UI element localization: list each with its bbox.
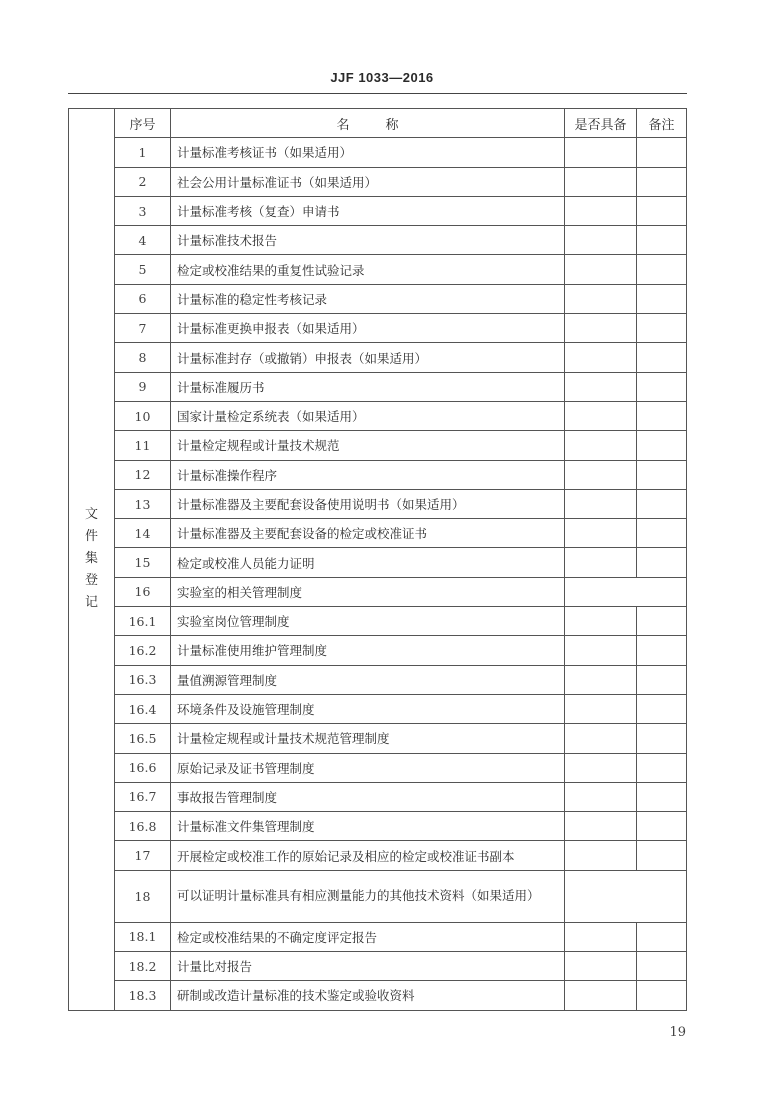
column-header-name-part2: 称 [385, 117, 399, 133]
row-remark-cell[interactable] [637, 636, 687, 665]
row-name: 计量标准技术报告 [171, 226, 565, 255]
row-remark-cell[interactable] [637, 138, 687, 167]
table-row [69, 138, 687, 167]
row-seq: 1 [115, 138, 171, 167]
row-available-cell[interactable] [565, 665, 637, 694]
row-seq: 18.3 [115, 981, 171, 1010]
header-divider [68, 93, 687, 94]
section-label-cell [69, 109, 115, 1011]
row-remark-cell[interactable] [637, 694, 687, 723]
table-row [69, 372, 687, 401]
row-available-cell[interactable] [565, 167, 637, 196]
column-header-remark: 备注 [637, 109, 687, 138]
row-remark-cell[interactable] [637, 952, 687, 981]
row-remark-cell[interactable] [637, 401, 687, 430]
table-row [69, 636, 687, 665]
row-available-cell[interactable] [565, 841, 637, 870]
page-header: JJF 1033—2016 [330, 70, 434, 85]
row-remark-cell[interactable] [637, 372, 687, 401]
row-seq: 4 [115, 226, 171, 255]
row-seq: 15 [115, 548, 171, 577]
row-name: 计量标准的稳定性考核记录 [171, 284, 565, 313]
row-name: 实验室岗位管理制度 [171, 607, 565, 636]
row-remark-cell[interactable] [637, 665, 687, 694]
row-seq: 16.7 [115, 782, 171, 811]
row-available-cell[interactable] [565, 226, 637, 255]
row-available-cell[interactable] [565, 489, 637, 518]
row-name: 原始记录及证书管理制度 [171, 753, 565, 782]
table-row [69, 548, 687, 577]
row-seq: 16.2 [115, 636, 171, 665]
row-available-cell[interactable] [565, 753, 637, 782]
table-row [69, 196, 687, 225]
row-available-cell[interactable] [565, 284, 637, 313]
row-available-cell[interactable] [565, 981, 637, 1010]
row-seq: 8 [115, 343, 171, 372]
row-remark-cell[interactable] [637, 753, 687, 782]
row-remark-cell[interactable] [637, 284, 687, 313]
row-seq: 6 [115, 284, 171, 313]
row-seq: 3 [115, 196, 171, 225]
row-available-cell[interactable] [565, 812, 637, 841]
row-name: 量值溯源管理制度 [171, 665, 565, 694]
column-header-available: 是否具备 [565, 109, 637, 138]
row-seq: 2 [115, 167, 171, 196]
row-remark-cell[interactable] [637, 489, 687, 518]
row-name: 计量标准考核（复查）申请书 [171, 196, 565, 225]
row-available-cell[interactable] [565, 255, 637, 284]
row-remark-cell[interactable] [637, 255, 687, 284]
row-seq: 16.6 [115, 753, 171, 782]
row-name: 事故报告管理制度 [171, 782, 565, 811]
table-row [69, 694, 687, 723]
row-remark-cell[interactable] [637, 196, 687, 225]
row-merged-blank-cell [565, 577, 687, 606]
table-row [69, 922, 687, 951]
table-row [69, 724, 687, 753]
table-row [69, 812, 687, 841]
table-row [69, 255, 687, 284]
table-row [69, 841, 687, 870]
row-name: 计量标准更换申报表（如果适用） [171, 314, 565, 343]
row-seq: 11 [115, 431, 171, 460]
row-seq: 16.8 [115, 812, 171, 841]
row-name: 计量标准履历书 [171, 372, 565, 401]
row-available-cell[interactable] [565, 952, 637, 981]
row-remark-cell[interactable] [637, 782, 687, 811]
row-name: 开展检定或校准工作的原始记录及相应的检定或校准证书副本 [171, 841, 565, 870]
row-name: 检定或校准结果的重复性试验记录 [171, 255, 565, 284]
row-remark-cell[interactable] [637, 812, 687, 841]
row-remark-cell[interactable] [637, 167, 687, 196]
row-remark-cell[interactable] [637, 226, 687, 255]
row-remark-cell[interactable] [637, 922, 687, 951]
row-name: 研制或改造计量标准的技术鉴定或验收资料 [171, 981, 565, 1010]
row-available-cell[interactable] [565, 607, 637, 636]
row-seq: 12 [115, 460, 171, 489]
row-name: 社会公用计量标准证书（如果适用） [171, 167, 565, 196]
row-name: 计量比对报告 [171, 952, 565, 981]
row-name: 计量标准封存（或撤销）申报表（如果适用） [171, 343, 565, 372]
table-row [69, 226, 687, 255]
row-available-cell[interactable] [565, 138, 637, 167]
row-seq: 16.4 [115, 694, 171, 723]
row-remark-cell[interactable] [637, 841, 687, 870]
row-available-cell[interactable] [565, 694, 637, 723]
row-seq: 9 [115, 372, 171, 401]
row-name: 环境条件及设施管理制度 [171, 694, 565, 723]
row-available-cell[interactable] [565, 431, 637, 460]
table-row [69, 431, 687, 460]
section-label: 文件集登记 [84, 507, 98, 611]
table-row [69, 577, 687, 606]
row-seq: 7 [115, 314, 171, 343]
row-remark-cell[interactable] [637, 431, 687, 460]
row-remark-cell[interactable] [637, 519, 687, 548]
row-seq: 16 [115, 577, 171, 606]
row-seq: 16.5 [115, 724, 171, 753]
row-name: 计量标准考核证书（如果适用） [171, 138, 565, 167]
row-available-cell[interactable] [565, 401, 637, 430]
table-row [69, 343, 687, 372]
row-available-cell[interactable] [565, 196, 637, 225]
table-row [69, 489, 687, 518]
row-seq: 13 [115, 489, 171, 518]
row-seq: 16.3 [115, 665, 171, 694]
row-seq: 5 [115, 255, 171, 284]
row-remark-cell[interactable] [637, 314, 687, 343]
row-available-cell[interactable] [565, 372, 637, 401]
row-seq: 18.1 [115, 922, 171, 951]
table-header-row [69, 109, 687, 138]
row-name: 检定或校准人员能力证明 [171, 548, 565, 577]
row-name: 计量标准使用维护管理制度 [171, 636, 565, 665]
row-available-cell[interactable] [565, 314, 637, 343]
row-name: 计量检定规程或计量技术规范 [171, 431, 565, 460]
table-row [69, 782, 687, 811]
table-row [69, 401, 687, 430]
row-seq: 18 [115, 870, 171, 922]
column-header-seq: 序号 [115, 109, 171, 138]
row-name: 可以证明计量标准具有相应测量能力的其他技术资料（如果适用） [171, 870, 565, 922]
row-available-cell[interactable] [565, 782, 637, 811]
table-row [69, 753, 687, 782]
table-row [69, 284, 687, 313]
row-seq: 18.2 [115, 952, 171, 981]
table-row [69, 607, 687, 636]
table-row [69, 665, 687, 694]
row-remark-cell[interactable] [637, 724, 687, 753]
row-seq: 16.1 [115, 607, 171, 636]
column-header-name [171, 109, 565, 138]
row-name: 计量检定规程或计量技术规范管理制度 [171, 724, 565, 753]
row-seq: 17 [115, 841, 171, 870]
table-row [69, 981, 687, 1010]
row-remark-cell[interactable] [637, 460, 687, 489]
row-seq: 10 [115, 401, 171, 430]
row-remark-cell[interactable] [637, 607, 687, 636]
row-remark-cell[interactable] [637, 548, 687, 577]
row-name: 实验室的相关管理制度 [171, 577, 565, 606]
document-register-table [68, 108, 687, 1011]
table-row [69, 167, 687, 196]
row-name: 计量标准操作程序 [171, 460, 565, 489]
row-available-cell[interactable] [565, 922, 637, 951]
row-name: 国家计量检定系统表（如果适用） [171, 401, 565, 430]
row-available-cell[interactable] [565, 548, 637, 577]
row-remark-cell[interactable] [637, 343, 687, 372]
page-number: 19 [669, 1025, 686, 1040]
row-seq: 14 [115, 519, 171, 548]
row-remark-cell[interactable] [637, 981, 687, 1010]
table-row [69, 519, 687, 548]
row-available-cell[interactable] [565, 519, 637, 548]
row-available-cell[interactable] [565, 343, 637, 372]
table-row [69, 870, 687, 922]
row-available-cell[interactable] [565, 636, 637, 665]
table-row [69, 952, 687, 981]
row-available-cell[interactable] [565, 724, 637, 753]
column-header-name-part1: 名 [336, 117, 350, 133]
row-name: 计量标准器及主要配套设备的检定或校准证书 [171, 519, 565, 548]
row-name: 检定或校准结果的不确定度评定报告 [171, 922, 565, 951]
row-merged-blank-cell [565, 870, 687, 922]
table-row [69, 460, 687, 489]
table-row [69, 314, 687, 343]
row-available-cell[interactable] [565, 460, 637, 489]
row-name: 计量标准器及主要配套设备使用说明书（如果适用） [171, 489, 565, 518]
row-name: 计量标准文件集管理制度 [171, 812, 565, 841]
